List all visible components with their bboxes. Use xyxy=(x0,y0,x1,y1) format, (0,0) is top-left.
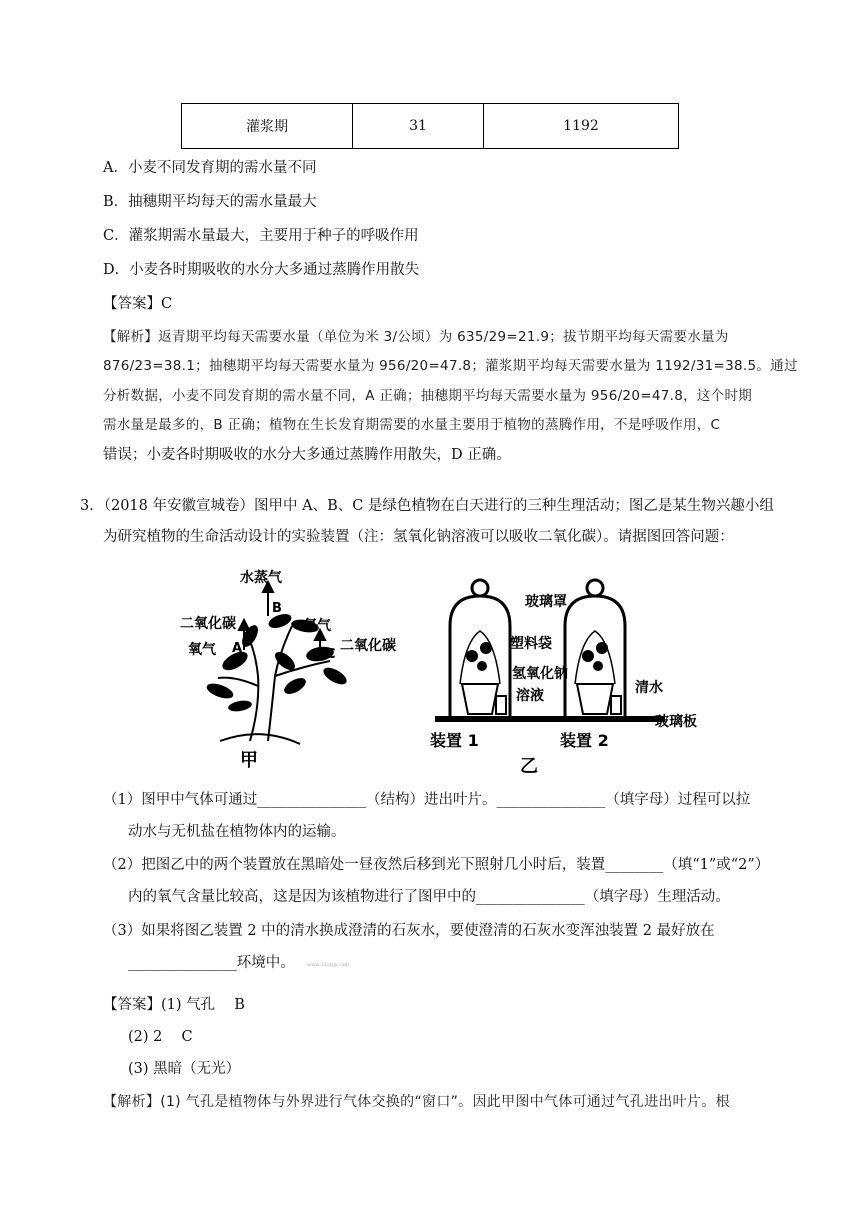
q3-answer-2: (2) 2 C xyxy=(128,1029,193,1045)
label-plastic-bag: 塑料袋 xyxy=(510,636,552,652)
q3-sub1-line2: 动水与无机盐在植物体内的运输。 xyxy=(128,824,346,840)
label-co2-left: 二氧化碳 xyxy=(180,616,236,632)
label-solution: 溶液 xyxy=(516,688,544,704)
tiny-watermark: www.21cnjy.com xyxy=(307,962,350,968)
label-C: C xyxy=(326,647,336,662)
table-cell-stage: 灌浆期 xyxy=(182,104,353,149)
q3-stem-2: 为研究植物的生命活动设计的实验装置（注：氢氧化钠溶液可以吸收二氧化碳）。请据图回答问题： xyxy=(103,529,734,545)
figure-jia xyxy=(180,566,420,776)
q3-sub1-line1: （1）图甲中气体可通过_______________（结构）进出叶片。_______________（填字母）过程可以拉 xyxy=(103,792,751,808)
q3-sub3-line2: _______________环境中。 xyxy=(128,955,295,971)
q3-analysis: 【解析】(1) 气孔是植物体与外界进行气体交换的“窗口”。因此甲图中气体可通过气孔进出叶片。根 xyxy=(103,1094,730,1110)
water-table xyxy=(181,103,679,149)
trunk-left xyxy=(250,641,258,741)
caption-jia: 甲 xyxy=(240,750,258,771)
root xyxy=(220,734,300,744)
option-b: B．抽穗期平均每天的需水量最大 xyxy=(103,194,317,210)
q3-stem-1: 3．（2018 年安徽宣城卷）图甲中 A、B、C 是绿色植物在白天进行的三种生理活动；图乙是某生物兴趣小组 xyxy=(80,498,774,514)
option-d: D．小麦各时期吸收的水分大多通过蒸腾作用散失 xyxy=(103,262,420,278)
analysis-line-3: 分析数据，小麦不同发育期的需水量不同，A 正确；抽穗期平均每天需要水量为 956/20=47.8，这个时期 xyxy=(103,388,753,404)
label-o2-right: 氧气 xyxy=(303,618,331,634)
option-c: C．灌浆期需水量最大，主要用于种子的呼吸作用 xyxy=(103,228,419,244)
label-device-1: 装置 1 xyxy=(430,731,479,750)
figure-yi xyxy=(430,566,730,776)
label-B: B xyxy=(272,601,282,616)
analysis-line-2: 876/23=38.1；抽穗期平均每天需要水量为 956/20=47.8；灌浆期平均每天需要水量为 1192/31=38.5。通过 xyxy=(103,358,798,374)
analysis-line-4: 需水量是最多的，B 正确；植物在生长发育期需要的水量主要用于植物的蒸腾作用，不是呼吸作用，C xyxy=(103,417,721,433)
label-co2-right: 二氧化碳 xyxy=(340,638,396,654)
table-cell-water: 1192 xyxy=(484,104,679,149)
label-water-vapor: 水蒸气 xyxy=(240,570,282,586)
label-A: A xyxy=(232,641,243,656)
label-o2-left: 氧气 xyxy=(188,642,216,658)
glass-plate xyxy=(435,716,665,722)
q3-answer-1: 【答案】(1) 气孔 B xyxy=(103,997,245,1013)
analysis-line-1: 【解析】返青期平均每天需要水量（单位为米 3/公顷）为 635/29=21.9；拔节期平均每天需要水量为 xyxy=(103,329,729,345)
analysis-line-5: 错误；小麦各时期吸收的水分大多通过蒸腾作用散失，D 正确。 xyxy=(103,447,511,463)
label-device-2: 装置 2 xyxy=(560,731,609,750)
label-clear-water: 清水 xyxy=(635,680,663,696)
branch-left xyxy=(218,678,258,686)
answer-label: 【答案】C xyxy=(103,296,173,312)
label-glass-plate: 玻璃板 xyxy=(655,714,697,730)
q3-sub2-line1: （2）把图乙中的两个装置放在黑暗处一昼夜然后移到光下照射几小时后，装置________（填“1”或“2”） xyxy=(103,857,770,873)
label-naoh: 氢氧化钠 xyxy=(512,666,568,682)
q3-answer-3: (3) 黑暗（无光） xyxy=(128,1061,241,1077)
label-glass-cover: 玻璃罩 xyxy=(525,594,567,610)
option-a: A．小麦不同发育期的需水量不同 xyxy=(103,160,317,176)
caption-yi: 乙 xyxy=(520,756,538,776)
table-row xyxy=(182,104,679,149)
table-cell-days: 31 xyxy=(353,104,484,149)
q3-sub3-line1: （3）如果将图乙装置 2 中的清水换成澄清的石灰水，要使澄清的石灰水变浑浊装置 2 最好放在 xyxy=(103,923,715,939)
q3-sub2-line2: 内的氧气含量比较高，这是因为该植物进行了图甲中的_______________（填字母）生理活动。 xyxy=(128,889,730,905)
